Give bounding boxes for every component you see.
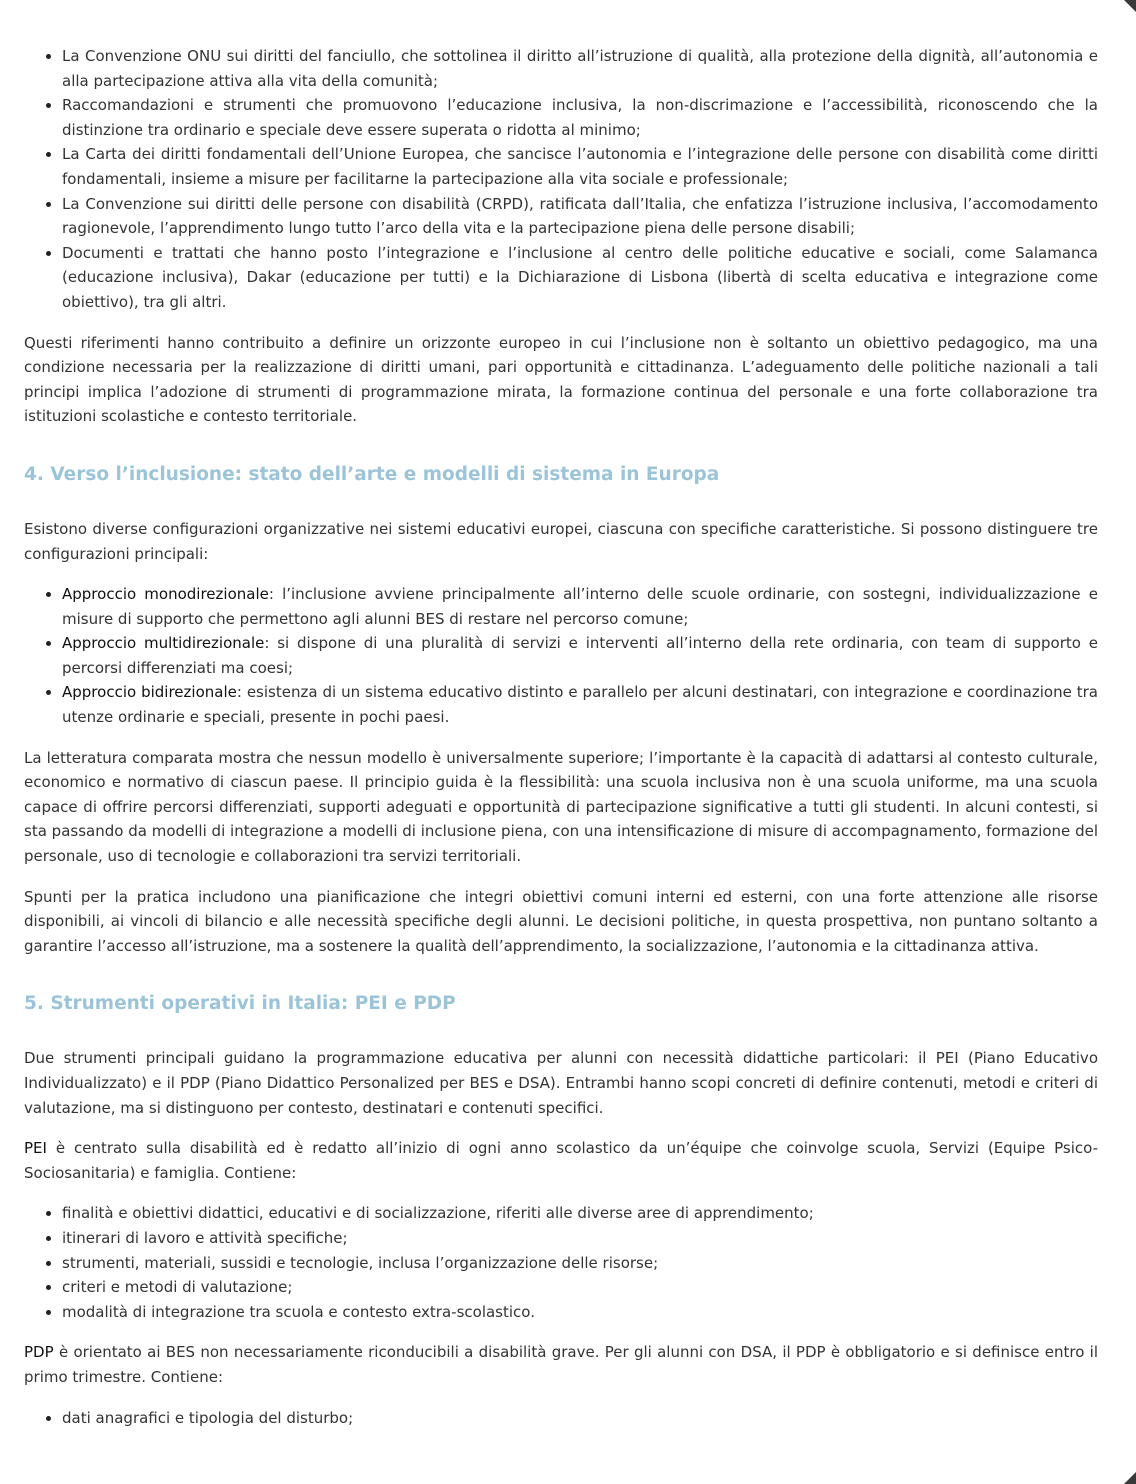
approach-term: Approccio bidirezionale [62, 683, 237, 702]
list-item: • Documenti e trattati che hanno posto l’integrazione e l’inclusione al centro delle politiche educative e sociali, come Salamanca (educazione inclusiva), Dakar (educazione per tutti) e la Dichiarazione di Lisbona (libertà di scelta educativa e integrazione come obiettivo), tra gli altri. [62, 241, 1098, 315]
list-item: • modalità di integrazione tra scuola e contesto extra-scolastico. [62, 1300, 1098, 1325]
paragraph-riferimenti: Questi riferimenti hanno contribuito a definire un orizzonte europeo in cui l’inclusione non è soltanto un obiettivo pedagogico, ma una condizione necessaria per la realizzazione di diritti umani, pari opportunità e cittadinanza. L’adeguamento delle politiche nazionali a tali principi implica l’adozione di strumenti di programmazione mirata, la formazione continua del personale e una forte collaborazione tra istituzioni scolastiche e contesto territoriale. [24, 333, 1098, 426]
list-item [62, 631, 1098, 680]
list-item [62, 582, 1098, 631]
approach-text: : si dispone di una pluralità di servizi e interventi all’interno della rete ordinaria, con team di supporto e percorsi differenziati ma coesi; [62, 634, 1098, 677]
approaches-list [24, 582, 1098, 730]
section-heading-5: 5. Strumenti operativi in Italia: PEI e PDP [24, 993, 456, 1015]
pdp-term: PDP [24, 1343, 54, 1362]
paragraph-pdp [24, 1340, 1098, 1389]
approach-term: Approccio monodirezionale [62, 585, 269, 604]
window-corner-bottom [1124, 1472, 1136, 1484]
paragraph-strumenti: Due strumenti principali guidano la programmazione educativa per alunni con necessità didattiche particolari: il PEI (Piano Educativo Individualizzato) e il PDP (Piano Didattico Personalized per BES e DSA). Entrambi hanno scopi concreti di definire contenuti, metodi e criteri di valutazione, ma si distinguono per contesto, destinatari e contenuti specifici. [24, 1049, 1098, 1117]
pei-text: è centrato sulla disabilità ed è redatto all’inizio di ogni anno scolastico da un’équipe che coinvolge scuola, Servizi (Equipe Psico-Sociosanitaria) e famiglia. Contiene: [24, 1139, 1098, 1182]
list-item: • La Convenzione ONU sui diritti del fanciullo, che sottolinea il diritto all’istruzione di qualità, alla protezione della dignità, all’autonomia e alla partecipazione attiva alla vita della comunità; [62, 44, 1098, 93]
paragraph-letteratura: La letteratura comparata mostra che nessun modello è universalmente superiore; l’importante è la capacità di adattarsi al contesto culturale, economico e normativo di ciascun paese. Il principio guida è la flessibilità: una scuola inclusiva non è una scuola uniforme, ma una scuola capace di offrire percorsi differenziati, supporti adeguati e opportunità di partecipazione significative a tutti gli studenti. In alcuni contesti, si sta passando da modelli di integrazione a modelli di inclusione piena, con una intensificazione di misure di accompagnamento, formazione del personale, uso di tecnologie e collaborazioni tra servizi territoriali. [24, 748, 1098, 866]
section-heading-4: 4. Verso l’inclusione: stato dell’arte e modelli di sistema in Europa [24, 463, 720, 485]
pdp-text: è orientato ai BES non necessariamente riconducibili a disabilità grave. Per gli alunni con DSA, il PDP è obbligatorio e si definisce entro il primo trimestre. Contiene: [24, 1343, 1098, 1386]
pdp-list [24, 1406, 1098, 1431]
list-item: • itinerari di lavoro e attività specifiche; [62, 1226, 1098, 1251]
list-item [62, 680, 1098, 729]
paragraph-pei [24, 1136, 1098, 1185]
list-item: • finalità e obiettivi didattici, educativi e di socializzazione, riferiti alle diverse aree di apprendimento; [62, 1201, 1098, 1226]
window-corner-top [1124, 0, 1136, 12]
pei-list [24, 1201, 1098, 1324]
paragraph-configurazioni: Esistono diverse configurazioni organizzative nei sistemi educativi europei, ciascuna con specifiche caratteristiche. Si possono distinguere tre configurazioni principali: [24, 519, 1098, 563]
references-list [24, 44, 1098, 315]
list-item: • strumenti, materiali, sussidi e tecnologie, inclusa l’organizzazione delle risorse; [62, 1251, 1098, 1276]
pei-term: PEI [24, 1139, 47, 1158]
list-item: • Raccomandazioni e strumenti che promuovono l’educazione inclusiva, la non-discrimazione e l’accessibilità, riconoscendo che la distinzione tra ordinario e speciale deve essere superata o ridotta al minimo; [62, 93, 1098, 142]
list-item: • La Carta dei diritti fondamentali dell’Unione Europea, che sancisce l’autonomia e l’integrazione delle persone con disabilità come diritti fondamentali, insieme a misure per facilitarne la partecipazione alla vita sociale e professionale; [62, 142, 1098, 191]
list-item: • La Convenzione sui diritti delle persone con disabilità (CRPD), ratificata dall’Italia, che enfatizza l’istruzione inclusiva, l’accomodamento ragionevole, l’apprendimento lungo tutto l’arco della vita e la partecipazione piena delle persone disabili; [62, 192, 1098, 241]
list-item: • criteri e metodi di valutazione; [62, 1275, 1098, 1300]
approach-text: : l’inclusione avviene principalmente all’interno delle scuole ordinarie, con sostegni, individualizzazione e misure di supporto che permettono agli alunni BES di restare nel percorso comune; [62, 585, 1098, 628]
list-item: • dati anagrafici e tipologia del disturbo; [62, 1406, 1098, 1431]
article-content [24, 44, 1098, 1446]
approach-text: : esistenza di un sistema educativo distinto e parallelo per alcuni destinatari, con integrazione e coordinazione tra utenze ordinarie e speciali, presente in pochi paesi. [62, 683, 1098, 727]
approach-term: Approccio multidirezionale [62, 634, 265, 653]
paragraph-spunti: Spunti per la pratica includono una pianificazione che integri obiettivi comuni interni ed esterni, con una forte attenzione alle risorse disponibili, ai vincoli di bilancio e alle necessità specifiche degli alunni. Le decisioni politiche, in questa prospettiva, non puntano soltanto a garantire l’accesso all’istruzione, ma a sostenere la qualità dell’apprendimento, la socializzazione, l’autonomia e la cittadinanza attiva. [24, 887, 1098, 955]
